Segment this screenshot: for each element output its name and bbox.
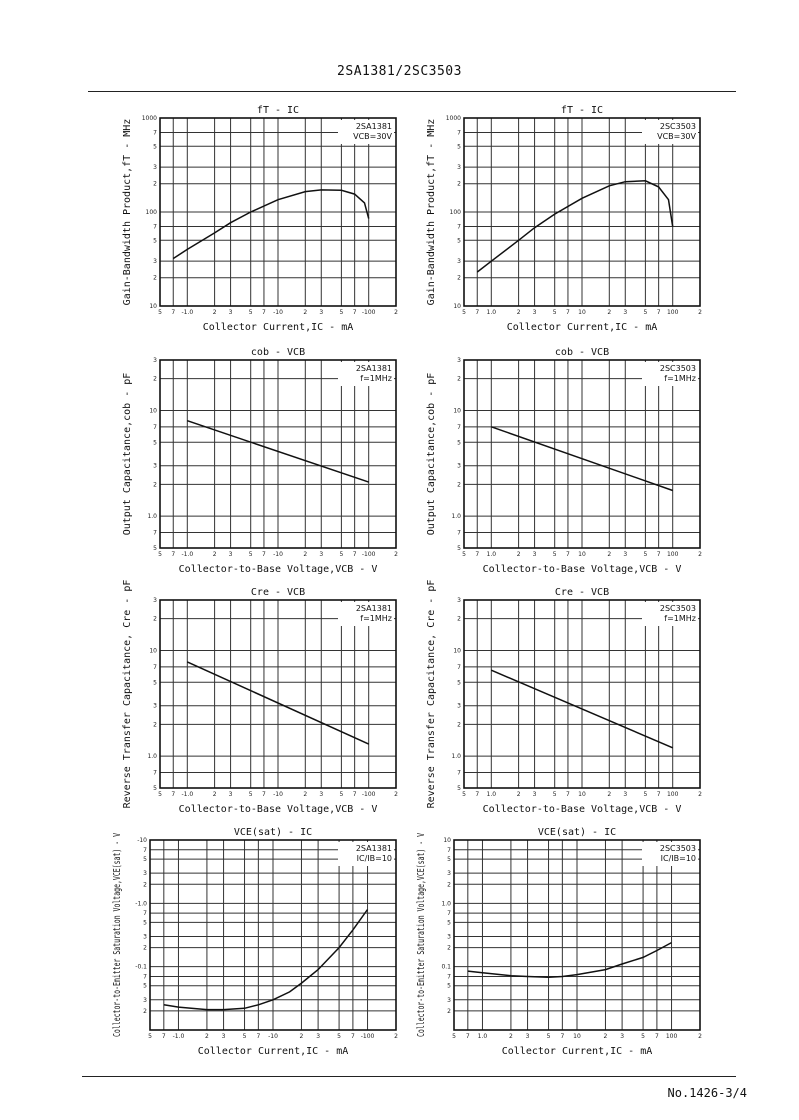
y-tick-label: 3: [447, 933, 451, 941]
y-axis-label: Reverse Transfer Capacitance, Cre - pF: [426, 579, 437, 809]
x-tick-label: 5: [158, 309, 162, 316]
condition-label: IC/IB=10: [660, 854, 696, 863]
x-tick-label: 2: [698, 791, 702, 798]
x-tick-label: 7: [262, 791, 266, 798]
y-tick-label: 3: [447, 996, 451, 1004]
y-axis-label: Collector-to-Emitter Saturation Voltage,VCE(sat) - V: [416, 723, 427, 1037]
x-tick-label: 3: [620, 1033, 625, 1040]
x-tick-label: 2: [212, 309, 217, 316]
y-tick-label: 5: [143, 919, 147, 927]
y-tick-label: 7: [153, 423, 157, 431]
y-tick-label: 3: [457, 164, 461, 172]
x-tick-label: 3: [532, 791, 537, 798]
y-tick-label: 7: [143, 910, 147, 918]
x-tick-label: 7: [352, 791, 357, 798]
grid: [464, 360, 700, 548]
y-tick-label: 1.0: [147, 753, 157, 761]
y-tick-label: 5: [153, 545, 157, 552]
x-tick-label: 2: [603, 1033, 608, 1040]
x-tick-label: 3: [316, 1033, 321, 1040]
x-tick-label: -1.0: [181, 309, 194, 316]
x-tick-label: 5: [242, 1033, 247, 1040]
x-tick-label: 1.0: [486, 791, 497, 798]
x-tick-label: 2: [698, 551, 702, 558]
y-tick-label: 1.0: [451, 513, 461, 521]
y-tick-label: -0.1: [135, 963, 147, 971]
y-tick-label: 7: [447, 910, 451, 918]
condition-label: 2SA1381: [355, 604, 392, 613]
x-tick-label: -100: [361, 309, 376, 316]
x-tick-label: -1.0: [181, 791, 194, 798]
condition-label: 2SA1381: [355, 122, 392, 131]
x-tick-label: 3: [319, 551, 324, 558]
condition-label: 2SC3503: [659, 604, 696, 613]
y-tick-label: 10: [149, 407, 157, 415]
grid: [150, 840, 396, 1030]
x-tick-label: 3: [532, 551, 537, 558]
grid: [464, 600, 700, 788]
chart-title: fT - IC: [560, 105, 604, 116]
y-tick-label: 2: [457, 375, 461, 383]
x-tick-label: 7: [566, 791, 570, 798]
footer-rule: [82, 1076, 736, 1077]
y-tick-label: 10: [453, 303, 461, 310]
y-tick-label: 2: [153, 375, 157, 383]
y-tick-label: 10: [149, 647, 157, 655]
condition-label: 2SA1381: [355, 364, 392, 373]
y-tick-label: 10: [443, 837, 451, 844]
chart-title: VCE(sat) - IC: [233, 827, 313, 838]
condition-label: IC/IB=10: [356, 854, 392, 863]
x-tick-label: 5: [546, 1033, 551, 1040]
y-tick-label: 2: [457, 180, 461, 188]
chart-title: cob - VCB: [250, 347, 306, 358]
y-tick-label: 2: [153, 180, 157, 188]
x-tick-label: 7: [256, 1033, 261, 1040]
grid: [160, 360, 396, 548]
y-tick-label: 3: [153, 462, 157, 470]
condition-label: f=1MHz: [664, 374, 696, 383]
y-tick-label: 2: [153, 481, 157, 489]
x-tick-label: 5: [248, 551, 253, 558]
x-tick-label: -10: [273, 309, 283, 316]
x-tick-label: 2: [516, 551, 521, 558]
y-tick-label: 7: [457, 223, 461, 231]
y-axis-label: Output Capacitance,cob - pF: [122, 372, 133, 536]
x-tick-label: 2: [394, 791, 398, 798]
y-tick-label: 7: [457, 129, 461, 137]
y-tick-label: 5: [447, 919, 451, 927]
chart-title: Cre - VCB: [554, 587, 610, 598]
grid: [160, 600, 396, 788]
y-tick-label: 5: [153, 785, 157, 792]
y-tick-label: 2: [153, 721, 157, 729]
y-tick-label: 5: [457, 545, 461, 552]
x-tick-label: 7: [475, 791, 480, 798]
x-axis-label: Collector Current,IC - mA: [501, 1046, 653, 1057]
x-tick-label: 5: [339, 309, 344, 316]
y-tick-label: 2: [153, 274, 157, 282]
x-tick-label: 7: [656, 309, 661, 316]
y-tick-label: 2: [457, 721, 461, 729]
x-tick-label: -100: [361, 791, 376, 798]
x-tick-label: 7: [171, 551, 176, 558]
chart-cob-vcb-2sa1381: [118, 340, 408, 582]
y-tick-label: 10: [453, 647, 461, 655]
y-tick-label: 1.0: [451, 753, 461, 761]
x-tick-label: -100: [361, 551, 376, 558]
x-tick-label: 5: [339, 551, 344, 558]
x-tick-label: 2: [299, 1033, 304, 1040]
y-tick-label: 100: [145, 209, 157, 216]
chart-cre-vcb-2sc3503: [422, 580, 712, 822]
page-header: 2SA1381/2SC3503: [337, 64, 462, 79]
y-tick-label: 1.0: [147, 513, 157, 521]
y-tick-label: 5: [457, 679, 461, 687]
y-tick-label: 2: [143, 944, 147, 952]
x-axis-label: Collector-to-Base Voltage,VCB - V: [178, 804, 378, 815]
y-tick-label: 3: [153, 164, 157, 172]
y-tick-label: 2: [447, 944, 451, 952]
y-tick-label: 3: [153, 357, 157, 364]
x-tick-label: 5: [462, 791, 466, 798]
x-tick-label: 5: [462, 309, 466, 316]
y-tick-label: 5: [153, 237, 157, 245]
x-tick-label: 5: [148, 1033, 152, 1040]
y-tick-label: 10: [453, 407, 461, 415]
x-tick-label: 3: [319, 791, 324, 798]
y-tick-label: 2: [447, 1007, 451, 1015]
header-rule: [88, 91, 736, 92]
y-tick-label: 3: [153, 597, 157, 604]
x-tick-label: 5: [552, 309, 557, 316]
y-tick-label: 5: [153, 679, 157, 687]
y-tick-label: 5: [457, 439, 461, 447]
chart-title: cob - VCB: [554, 347, 610, 358]
x-tick-label: 2: [303, 791, 308, 798]
x-tick-label: 5: [339, 791, 344, 798]
x-tick-label: 7: [352, 551, 357, 558]
y-tick-label: 7: [153, 223, 157, 231]
series-line: [173, 190, 368, 259]
x-tick-label: 100: [666, 791, 679, 798]
x-tick-label: 5: [248, 791, 253, 798]
x-tick-label: 3: [228, 551, 233, 558]
x-tick-label: 3: [221, 1033, 226, 1040]
x-tick-label: 5: [643, 791, 648, 798]
y-tick-label: 3: [153, 702, 157, 710]
x-tick-label: 100: [666, 551, 679, 558]
x-tick-label: 7: [171, 309, 176, 316]
y-tick-label: 7: [153, 529, 157, 537]
x-tick-label: 2: [509, 1033, 513, 1040]
y-tick-label: -10: [137, 837, 147, 844]
grid: [160, 118, 396, 306]
y-tick-label: 3: [457, 357, 461, 364]
y-tick-label: 7: [457, 423, 461, 431]
x-tick-label: -1.0: [181, 551, 194, 558]
x-tick-label: 3: [228, 309, 233, 316]
x-tick-label: 1.0: [477, 1033, 488, 1040]
x-tick-label: -10: [273, 791, 283, 798]
x-tick-label: 3: [532, 309, 537, 316]
x-tick-label: 3: [623, 551, 628, 558]
x-tick-label: 2: [698, 309, 702, 316]
series-line: [164, 910, 368, 1010]
grid: [464, 118, 700, 306]
x-tick-label: 7: [465, 1033, 470, 1040]
y-tick-label: 5: [447, 856, 451, 864]
y-tick-label: 7: [447, 846, 451, 854]
y-tick-label: 3: [457, 258, 461, 266]
condition-label: 2SC3503: [659, 364, 696, 373]
condition-label: VCB=30V: [657, 132, 696, 141]
page-number: No.1426-3/4: [667, 1086, 747, 1100]
y-tick-label: 100: [449, 209, 461, 216]
chart-cre-vcb-2sa1381: [118, 580, 408, 822]
x-axis-label: Collector Current,IC - mA: [506, 322, 658, 333]
y-tick-label: 1000: [445, 115, 461, 122]
y-tick-label: 7: [457, 529, 461, 537]
chart-ft-ic-2sa1381: [118, 98, 408, 340]
y-tick-label: 2: [143, 1007, 147, 1015]
x-tick-label: 5: [643, 551, 648, 558]
x-tick-label: 7: [171, 791, 176, 798]
x-tick-label: 2: [394, 1033, 398, 1040]
x-tick-label: -1.0: [172, 1033, 185, 1040]
x-tick-label: 3: [525, 1033, 530, 1040]
x-tick-label: 10: [578, 791, 586, 798]
x-tick-label: 2: [394, 551, 398, 558]
y-tick-label: 3: [143, 933, 147, 941]
x-tick-label: 2: [607, 551, 612, 558]
x-tick-label: 3: [228, 791, 233, 798]
y-tick-label: 3: [143, 870, 147, 878]
y-tick-label: 3: [143, 996, 147, 1004]
y-tick-label: 3: [457, 597, 461, 604]
x-tick-label: 2: [303, 551, 308, 558]
condition-label: f=1MHz: [664, 614, 696, 623]
y-tick-label: 5: [143, 982, 147, 990]
x-tick-label: 5: [552, 551, 557, 558]
x-tick-label: -100: [360, 1033, 375, 1040]
y-tick-label: 5: [153, 439, 157, 447]
x-tick-label: 7: [350, 1033, 355, 1040]
y-tick-label: 0.1: [441, 963, 451, 971]
x-tick-label: 2: [516, 309, 521, 316]
y-tick-label: 7: [447, 973, 451, 981]
chart-title: fT - IC: [256, 105, 300, 116]
condition-label: VCB=30V: [353, 132, 392, 141]
x-tick-label: 3: [319, 309, 324, 316]
y-tick-label: 5: [143, 856, 147, 864]
y-tick-label: 5: [447, 982, 451, 990]
x-tick-label: 10: [578, 551, 586, 558]
chart-cob-vcb-2sc3503: [422, 340, 712, 582]
x-axis-label: Collector Current,IC - mA: [197, 1046, 349, 1057]
x-tick-label: 5: [452, 1033, 456, 1040]
x-tick-label: 100: [665, 1033, 678, 1040]
x-tick-label: 2: [212, 551, 217, 558]
y-tick-label: 5: [457, 785, 461, 792]
x-tick-label: 2: [607, 309, 612, 316]
x-tick-label: 10: [578, 309, 586, 316]
grid: [454, 840, 700, 1030]
x-axis-label: Collector-to-Base Voltage,VCB - V: [178, 564, 378, 575]
x-tick-label: 100: [666, 309, 679, 316]
y-tick-label: 7: [457, 663, 461, 671]
x-tick-label: 5: [337, 1033, 341, 1040]
x-tick-label: 2: [394, 309, 398, 316]
y-tick-label: 5: [153, 143, 157, 151]
x-tick-label: 7: [475, 309, 480, 316]
y-tick-label: 5: [457, 143, 461, 151]
x-tick-label: 5: [462, 551, 466, 558]
x-tick-label: 5: [248, 309, 253, 316]
x-tick-label: 7: [475, 551, 480, 558]
x-tick-label: 7: [566, 309, 570, 316]
x-tick-label: 1.0: [486, 551, 497, 558]
y-axis-label: Output Capacitance,cob - pF: [426, 372, 437, 536]
y-tick-label: 3: [457, 462, 461, 470]
x-tick-label: 5: [552, 791, 557, 798]
x-tick-label: 7: [566, 551, 570, 558]
x-tick-label: 2: [303, 309, 308, 316]
x-tick-label: 7: [654, 1033, 659, 1040]
condition-label: f=1MHz: [360, 374, 392, 383]
chart-ft-ic-2sc3503: [422, 98, 712, 340]
x-tick-label: 5: [158, 551, 162, 558]
x-tick-label: 7: [262, 309, 266, 316]
y-tick-label: 7: [457, 769, 461, 777]
y-tick-label: 1.0: [441, 900, 451, 908]
x-axis-label: Collector-to-Base Voltage,VCB - V: [482, 804, 682, 815]
condition-label: 2SC3503: [659, 844, 696, 853]
x-tick-label: 7: [656, 791, 661, 798]
y-tick-label: 2: [447, 881, 451, 889]
condition-label: f=1MHz: [360, 614, 392, 623]
x-axis-label: Collector Current,IC - mA: [202, 322, 354, 333]
y-tick-label: 3: [447, 870, 451, 878]
condition-label: 2SA1381: [355, 844, 392, 853]
y-tick-label: 7: [143, 846, 147, 854]
y-axis-label: Gain-Bandwidth Product,fT - MHz: [122, 118, 133, 306]
x-tick-label: 2: [607, 791, 612, 798]
x-tick-label: 2: [205, 1033, 209, 1040]
y-tick-label: 7: [153, 769, 157, 777]
y-tick-label: 2: [153, 615, 157, 623]
y-tick-label: 3: [457, 702, 461, 710]
x-tick-label: -10: [268, 1033, 278, 1040]
y-tick-label: 2: [457, 274, 461, 282]
y-tick-label: 3: [153, 258, 157, 266]
x-tick-label: 7: [161, 1033, 166, 1040]
y-tick-label: 7: [153, 663, 157, 671]
x-tick-label: 5: [158, 791, 162, 798]
x-tick-label: 7: [262, 551, 266, 558]
x-tick-label: 7: [352, 309, 357, 316]
y-tick-label: 5: [457, 237, 461, 245]
x-tick-label: -10: [273, 551, 283, 558]
y-tick-label: 7: [153, 129, 157, 137]
chart-title: Cre - VCB: [250, 587, 306, 598]
x-tick-label: 5: [641, 1033, 645, 1040]
condition-label: 2SC3503: [659, 122, 696, 131]
y-axis-label: Gain-Bandwidth Product,fT - MHz: [426, 118, 437, 306]
x-tick-label: 7: [656, 551, 661, 558]
x-axis-label: Collector-to-Base Voltage,VCB - V: [482, 564, 682, 575]
x-tick-label: 5: [643, 309, 648, 316]
y-axis-label: Reverse Transfer Capacitance, Cre - pF: [122, 579, 133, 809]
x-tick-label: 1.0: [486, 309, 497, 316]
x-tick-label: 2: [516, 791, 521, 798]
chart-title: VCE(sat) - IC: [537, 827, 617, 838]
y-tick-label: 2: [143, 881, 147, 889]
y-tick-label: 2: [457, 481, 461, 489]
x-tick-label: 3: [623, 791, 628, 798]
x-tick-label: 7: [560, 1033, 565, 1040]
y-tick-label: 10: [149, 303, 157, 310]
x-tick-label: 10: [573, 1033, 581, 1040]
x-tick-label: 3: [623, 309, 628, 316]
y-axis-label: Collector-to-Emitter Saturation Voltage,VCE(sat) - V: [112, 723, 123, 1037]
y-tick-label: 7: [143, 973, 147, 981]
y-tick-label: 1000: [141, 115, 157, 122]
x-tick-label: 2: [212, 791, 217, 798]
x-tick-label: 2: [698, 1033, 702, 1040]
y-tick-label: 2: [457, 615, 461, 623]
y-tick-label: -1.0: [135, 900, 147, 908]
